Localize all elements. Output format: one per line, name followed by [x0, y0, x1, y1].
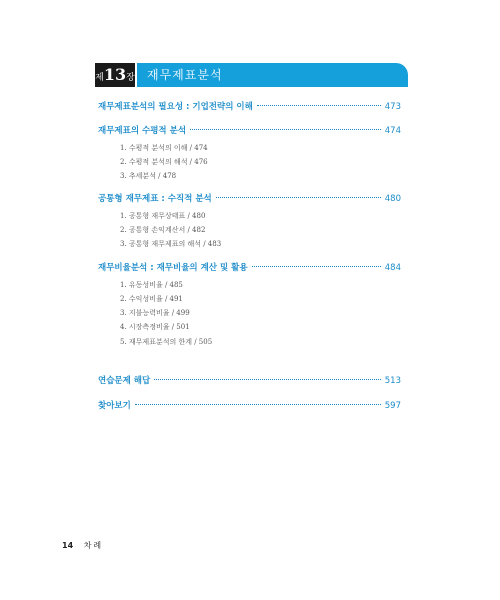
chapter-suffix: 장 — [126, 73, 135, 83]
toc-entry-title: 공통형 재무제표 : 수직적 분석 — [98, 194, 212, 204]
dot-leader — [190, 129, 381, 130]
toc-subentry[interactable]: 4. 시장측정비율 / 501 — [120, 323, 190, 331]
toc-entry-title: 재무비율분석 : 재무비율의 계산 및 활용 — [98, 263, 248, 273]
toc-subentry[interactable]: 3. 공통형 재무제표의 해석 / 483 — [120, 240, 222, 248]
toc-subentry[interactable]: 2. 수평적 분석의 해석 / 476 — [120, 158, 208, 166]
toc-subentry[interactable]: 5. 재무제표분석의 한계 / 505 — [120, 338, 213, 346]
toc-subentry[interactable]: 1. 수평적 분석의 이해 / 474 — [120, 144, 208, 152]
toc-subentry[interactable]: 1. 공통형 재무상태표 / 480 — [120, 212, 206, 220]
page-footer — [62, 540, 103, 551]
dot-leader — [216, 197, 381, 198]
toc-entry-page: 484 — [384, 263, 401, 273]
dot-leader — [257, 105, 381, 106]
chapter-number: 13 — [103, 65, 127, 84]
chapter-title: 재무제표분석 — [147, 68, 223, 82]
chapter-prefix: 제 — [95, 73, 104, 83]
toc-subentry[interactable]: 3. 추세분석 / 478 — [120, 172, 177, 180]
toc-entry-title: 재무제표분석의 필요성 : 기업전략의 이해 — [98, 102, 253, 112]
toc-entry-title: 재무제표의 수평적 분석 — [98, 126, 187, 136]
dot-leader — [154, 379, 381, 380]
toc-entry[interactable] — [98, 399, 401, 413]
dot-leader — [135, 404, 381, 405]
toc-subentry[interactable]: 2. 수익성비율 / 491 — [120, 295, 183, 303]
toc-entry-title: 찾아보기 — [98, 401, 131, 411]
dot-leader — [252, 266, 381, 267]
toc-entry[interactable] — [98, 100, 401, 114]
chapter-number-badge — [95, 63, 135, 87]
toc-entry-page: 513 — [384, 376, 401, 386]
toc-entry[interactable] — [98, 192, 401, 206]
toc-entry[interactable] — [98, 261, 401, 275]
toc-entry-page: 474 — [384, 126, 401, 136]
toc-entry-page: 597 — [384, 401, 401, 411]
toc-entry-page: 480 — [384, 194, 401, 204]
toc-entry[interactable] — [98, 374, 401, 388]
chapter-title-bar — [137, 63, 408, 87]
footer-label: 차례 — [83, 541, 104, 550]
toc-entry[interactable] — [98, 124, 401, 138]
footer-page-number: 14 — [62, 541, 74, 550]
toc-subentry[interactable]: 1. 유동성비율 / 485 — [120, 281, 183, 289]
toc-subentry[interactable]: 2. 공통형 손익계산서 / 482 — [120, 226, 206, 234]
chapter-header — [95, 63, 408, 87]
toc-entry-title: 연습문제 해답 — [98, 376, 151, 386]
toc-entry-page: 473 — [384, 102, 401, 112]
toc-subentry[interactable]: 3. 지불능력비율 / 499 — [120, 309, 190, 317]
